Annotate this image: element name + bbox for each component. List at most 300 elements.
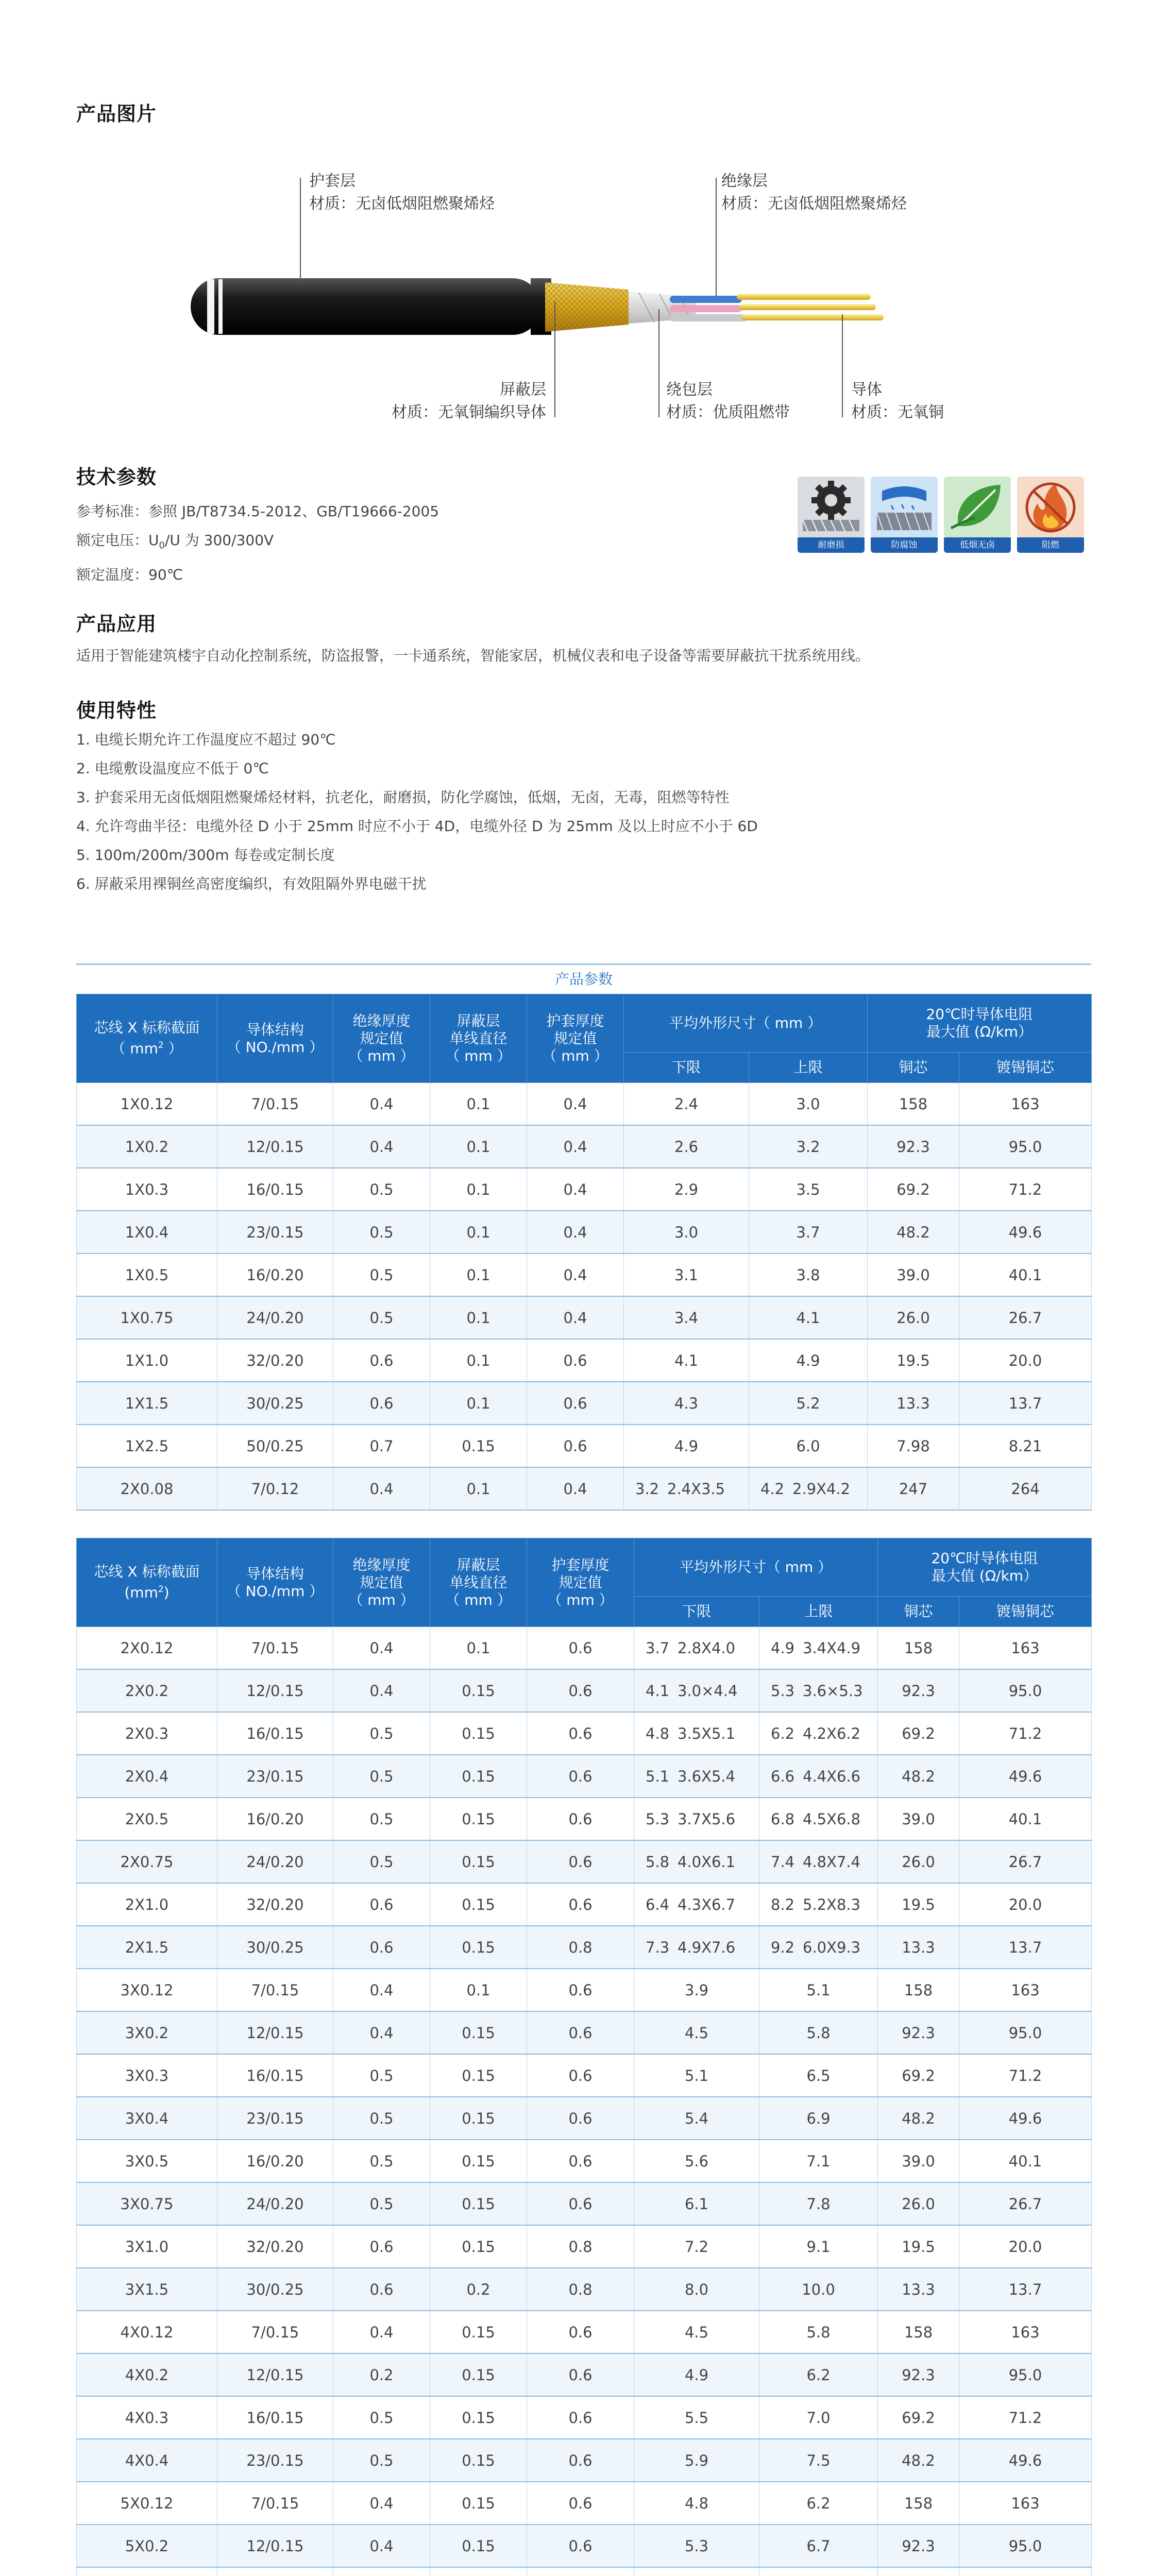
- feature-item: 6. 屏蔽采用裸铜丝高密度编织，有效阻隔外界电磁干扰: [76, 875, 427, 892]
- cell-od-lower: 3.0: [624, 1211, 749, 1253]
- cell-res-copper: 92.3: [878, 2353, 959, 2396]
- cell-shield: 0.1: [430, 1125, 527, 1168]
- header-res-tinned: 镀锡铜芯: [959, 1053, 1092, 1083]
- cell-od-lower: 5.8 4.0X6.1: [634, 1840, 759, 1883]
- cell-insulation: 0.7: [333, 1425, 430, 1467]
- cell-res-tinned: 49.6: [959, 2439, 1092, 2482]
- cell-res-tinned: [959, 2567, 1092, 2576]
- cell-res-tinned: 71.2: [959, 2396, 1092, 2439]
- cell-res-tinned: 40.1: [959, 1798, 1092, 1840]
- table-row: [77, 2482, 1092, 2524]
- cell-jacket: 0.4: [527, 1211, 624, 1253]
- cell-res-tinned: 20.0: [959, 1339, 1092, 1382]
- cell-conductor: 23/0.15: [217, 2439, 333, 2482]
- cell-insulation: 0.6: [333, 1926, 430, 1969]
- cell-res-copper: 48.2: [878, 1755, 959, 1798]
- cell-jacket: 0.6: [527, 1382, 624, 1425]
- header-od-upper: 上限: [749, 1053, 868, 1083]
- leader-wrap: [658, 309, 659, 417]
- cell-res-copper: 48.2: [878, 2097, 959, 2140]
- leader-conductor: [842, 314, 843, 417]
- cell-jacket: 0.6: [527, 2482, 634, 2524]
- cell-conductor: 16/0.15: [217, 1168, 333, 1211]
- cell-insulation: 0.4: [333, 1969, 430, 2011]
- callout-shield: 屏蔽层 材质：无氧铜编织导体: [392, 381, 546, 421]
- table-row: [77, 2054, 1092, 2097]
- cell-res-tinned: 163: [959, 1969, 1092, 2011]
- cell-core-size: 4X0.3: [77, 2396, 217, 2439]
- cell-res-copper: 158: [878, 1969, 959, 2011]
- cell-od-upper: 7.1: [759, 2140, 878, 2182]
- cell-od-lower: 2.6: [624, 1125, 749, 1168]
- cell-conductor: 7/0.15: [217, 2311, 333, 2353]
- cell-od-upper: 6.8 4.5X6.8: [759, 1798, 878, 1840]
- cell-res-tinned: 95.0: [959, 1669, 1092, 1712]
- cell-od-upper: 6.0: [749, 1425, 868, 1467]
- cell-insulation: 0.4: [333, 2524, 430, 2567]
- cell-od-lower: 4.1: [624, 1339, 749, 1382]
- table-caption: 产品参数: [76, 963, 1091, 994]
- cell-shield: 0.1: [430, 1467, 527, 1510]
- feature-item: 3. 护套采用无卤低烟阻燃聚烯烃材料，抗老化，耐磨损，防化学腐蚀，低烟，无卤，无毒，阻燃等特性: [76, 789, 730, 806]
- cell-shield: 0.15: [430, 2482, 527, 2524]
- cell-res-copper: 158: [868, 1083, 959, 1126]
- cell-jacket: 0.8: [527, 1926, 634, 1969]
- cell-insulation: 0.5: [333, 1253, 430, 1296]
- cell-conductor: 12/0.15: [217, 2011, 333, 2054]
- cell-conductor: 50/0.25: [217, 1425, 333, 1467]
- callout-sheath: 护套层 材质：无卤低烟阻燃聚烯烃: [309, 172, 495, 213]
- cell-od-upper: 10.0: [759, 2268, 878, 2311]
- sheath-layer: [191, 278, 551, 335]
- table-row: [77, 1798, 1092, 1840]
- header-resistance: 20℃时导体电阻 最大值 (Ω/km）: [878, 1538, 1092, 1597]
- cell-jacket: 0.4: [527, 1253, 624, 1296]
- cell-od-lower: 3.2 2.4X3.5: [624, 1467, 749, 1510]
- header-od-lower: 下限: [634, 1597, 759, 1627]
- table-row: [77, 2311, 1092, 2353]
- cell-od-lower: [634, 2567, 759, 2576]
- badge-anti-corrosion: 防腐蚀: [871, 477, 938, 554]
- cell-od-lower: 4.9: [634, 2353, 759, 2396]
- cell-od-lower: 4.1 3.0×4.4: [634, 1669, 759, 1712]
- cell-od-lower: 5.1: [634, 2054, 759, 2097]
- cell-core-size: 2X1.0: [77, 1883, 217, 1926]
- header-resistance: 20℃时导体电阻 最大值 (Ω/km）: [868, 994, 1092, 1053]
- cell-od-lower: 5.4: [634, 2097, 759, 2140]
- header-shield: 屏蔽层 单线直径 （ mm ）: [430, 1538, 527, 1627]
- cell-res-copper: 92.3: [878, 2011, 959, 2054]
- cell-insulation: 0.5: [333, 1168, 430, 1211]
- cell-res-tinned: 49.6: [959, 1755, 1092, 1798]
- cell-od-lower: 4.5: [634, 2011, 759, 2054]
- table-row: [77, 2353, 1092, 2396]
- cell-conductor: 24/0.20: [217, 1840, 333, 1883]
- table-row: [77, 2268, 1092, 2311]
- cell-core-size: 5X0.2: [77, 2524, 217, 2567]
- header-conductor: 导体结构 （ NO./mm ）: [217, 1538, 333, 1627]
- cell-core-size: 2X1.5: [77, 1926, 217, 1969]
- header-shield: 屏蔽层 单线直径 （ mm ）: [430, 994, 527, 1083]
- cell-res-copper: 39.0: [878, 2140, 959, 2182]
- cell-od-upper: 6.2 4.2X6.2: [759, 1712, 878, 1755]
- cell-insulation: 0.4: [333, 2482, 430, 2524]
- cell-shield: 0.2: [430, 2268, 527, 2311]
- cell-od-upper: 8.2 5.2X8.3: [759, 1883, 878, 1926]
- cell-conductor: 12/0.15: [217, 2353, 333, 2396]
- table-row: [77, 1926, 1092, 1969]
- gear-icon: [798, 477, 865, 537]
- tech-temperature: 额定温度：90℃: [76, 566, 183, 583]
- cell-core-size: 1X2.5: [77, 1425, 217, 1467]
- cell-shield: 0.15: [430, 2140, 527, 2182]
- cell-conductor: 7/0.12: [217, 1467, 333, 1510]
- cell-shield: 0.1: [430, 1253, 527, 1296]
- cell-shield: 0.15: [430, 2225, 527, 2268]
- cell-core-size: 3X0.12: [77, 1969, 217, 2011]
- table-row: [77, 2225, 1092, 2268]
- cell-conductor: 7/0.15: [217, 1083, 333, 1126]
- cell-jacket: 0.6: [527, 2011, 634, 2054]
- cell-shield: 0.15: [430, 2396, 527, 2439]
- cell-res-tinned: 13.7: [959, 1926, 1092, 1969]
- cell-insulation: 0.4: [333, 2011, 430, 2054]
- product-params-table-1: [76, 963, 1091, 1511]
- cell-res-copper: 247: [868, 1467, 959, 1510]
- table-row: [77, 2097, 1092, 2140]
- cell-res-tinned: 95.0: [959, 2011, 1092, 2054]
- cell-jacket: 0.4: [527, 1467, 624, 1510]
- cell-core-size: 1X0.4: [77, 1211, 217, 1253]
- cell-core-size: 2X0.5: [77, 1798, 217, 1840]
- cell-conductor: 12/0.15: [217, 1669, 333, 1712]
- cell-insulation: 0.4: [333, 2311, 430, 2353]
- cell-core-size: 4X0.12: [77, 2311, 217, 2353]
- cell-res-copper: 13.3: [878, 1926, 959, 1969]
- table-row: [77, 2439, 1092, 2482]
- cell-od-lower: 3.4: [624, 1296, 749, 1339]
- table-row: [77, 1211, 1092, 1253]
- cell-jacket: 0.6: [527, 2054, 634, 2097]
- table-row: [77, 1969, 1092, 2011]
- leader-shield: [554, 301, 555, 417]
- cell-od-upper: 7.4 4.8X7.4: [759, 1840, 878, 1883]
- cell-insulation: 0.5: [333, 2054, 430, 2097]
- shield-layer: [545, 282, 629, 332]
- cell-conductor: 32/0.20: [217, 1339, 333, 1382]
- cell-conductor: 16/0.20: [217, 1798, 333, 1840]
- cell-conductor: 30/0.25: [217, 1926, 333, 1969]
- cell-core-size: [77, 2567, 217, 2576]
- cell-jacket: 0.6: [527, 2140, 634, 2182]
- cell-shield: 0.1: [430, 1296, 527, 1339]
- cell-res-copper: 69.2: [878, 2054, 959, 2097]
- table-row: [77, 2011, 1092, 2054]
- cell-res-tinned: 95.0: [959, 1125, 1092, 1168]
- cell-res-copper: 39.0: [878, 1798, 959, 1840]
- cell-jacket: 0.4: [527, 1296, 624, 1339]
- cell-res-copper: 92.3: [878, 2524, 959, 2567]
- cell-jacket: 0.6: [527, 2524, 634, 2567]
- badge-flame-retardant: 阻燃: [1017, 477, 1084, 554]
- cell-core-size: 3X0.5: [77, 2140, 217, 2182]
- cell-res-copper: [878, 2567, 959, 2576]
- cell-jacket: 0.6: [527, 2353, 634, 2396]
- insulation-layer: [670, 296, 747, 321]
- cell-res-copper: 26.0: [878, 1840, 959, 1883]
- cell-od-lower: 3.1: [624, 1253, 749, 1296]
- feature-item: 1. 电缆长期允许工作温度应不超过 90℃: [76, 731, 336, 748]
- cell-core-size: 4X0.2: [77, 2353, 217, 2396]
- badge-low-smoke-halogen-free: 低烟无卤: [944, 477, 1011, 554]
- cell-insulation: 0.5: [333, 1712, 430, 1755]
- cell-res-tinned: 20.0: [959, 2225, 1092, 2268]
- cell-od-upper: 6.7: [759, 2524, 878, 2567]
- cell-od-upper: 4.9 3.4X4.9: [759, 1627, 878, 1670]
- cell-shield: 0.15: [430, 2439, 527, 2482]
- cell-jacket: 0.6: [527, 1969, 634, 2011]
- cell-res-copper: 92.3: [868, 1125, 959, 1168]
- cell-res-tinned: 8.21: [959, 1425, 1092, 1467]
- cell-res-tinned: 163: [959, 2482, 1092, 2524]
- flame-icon: [1017, 477, 1084, 537]
- table-row: [77, 1840, 1092, 1883]
- header-core: 芯线 X 标称截面 $(mm^2)$: [77, 1538, 217, 1627]
- cell-res-tinned: 163: [959, 2311, 1092, 2353]
- cell-od-lower: 5.5: [634, 2396, 759, 2439]
- cell-conductor: 16/0.20: [217, 2140, 333, 2182]
- cell-insulation: 0.5: [333, 1798, 430, 1840]
- cell-res-copper: 13.3: [868, 1382, 959, 1425]
- cell-res-copper: 26.0: [878, 2182, 959, 2225]
- header-res-copper: 铜芯: [868, 1053, 959, 1083]
- cell-res-copper: 19.5: [868, 1339, 959, 1382]
- header-core: 芯线 X 标称截面 （ $mm^2$ ）: [77, 994, 217, 1083]
- cell-conductor: 7/0.15: [217, 1969, 333, 2011]
- cell-res-copper: 158: [878, 2311, 959, 2353]
- cell-conductor: 12/0.15: [217, 1125, 333, 1168]
- cell-shield: 0.15: [430, 1840, 527, 1883]
- feature-item: 5. 100m/200m/300m 每卷或定制长度: [76, 846, 335, 863]
- cell-od-upper: 6.5: [759, 2054, 878, 2097]
- cell-insulation: [333, 2567, 430, 2576]
- cell-core-size: 1X1.5: [77, 1382, 217, 1425]
- cell-jacket: 0.6: [527, 1712, 634, 1755]
- cell-shield: 0.1: [430, 1083, 527, 1126]
- header-conductor: 导体结构 （ NO./mm ）: [217, 994, 333, 1083]
- cell-od-lower: 5.3 3.7X5.6: [634, 1798, 759, 1840]
- header-outer-diameter: 平均外形尺寸（ mm ）: [624, 994, 868, 1053]
- cell-jacket: 0.6: [527, 2097, 634, 2140]
- cell-shield: 0.15: [430, 2182, 527, 2225]
- cell-shield: 0.15: [430, 2011, 527, 2054]
- header-res-copper: 铜芯: [878, 1597, 959, 1627]
- cell-res-tinned: 13.7: [959, 1382, 1092, 1425]
- cell-shield: 0.1: [430, 1627, 527, 1670]
- cell-res-copper: 26.0: [868, 1296, 959, 1339]
- cell-shield: 0.15: [430, 2097, 527, 2140]
- cell-jacket: 0.6: [527, 1425, 624, 1467]
- cell-od-lower: 6.4 4.3X6.7: [634, 1883, 759, 1926]
- cell-res-tinned: 71.2: [959, 1712, 1092, 1755]
- table-row: [77, 2567, 1092, 2576]
- cell-od-lower: 7.3 4.9X7.6: [634, 1926, 759, 1969]
- table-row: [77, 2396, 1092, 2439]
- cell-insulation: 0.5: [333, 1211, 430, 1253]
- cell-od-lower: 2.9: [624, 1168, 749, 1211]
- cell-od-lower: 5.1 3.6X5.4: [634, 1755, 759, 1798]
- cell-conductor: 32/0.20: [217, 2225, 333, 2268]
- corrosion-icon: [871, 477, 938, 537]
- cell-res-tinned: 71.2: [959, 2054, 1092, 2097]
- cell-shield: 0.15: [430, 1425, 527, 1467]
- cell-res-copper: 158: [878, 2482, 959, 2524]
- table-row: [77, 2524, 1092, 2567]
- cell-res-copper: 69.2: [868, 1168, 959, 1211]
- callout-conductor: 导体 材质：无氧铜: [851, 381, 944, 421]
- cell-res-tinned: 49.6: [959, 1211, 1092, 1253]
- cell-core-size: 2X0.2: [77, 1669, 217, 1712]
- features-list: [76, 725, 758, 899]
- cell-res-tinned: 163: [959, 1083, 1092, 1126]
- cell-jacket: 0.6: [527, 1883, 634, 1926]
- cell-conductor: 12/0.15: [217, 2524, 333, 2567]
- cell-res-copper: 69.2: [878, 2396, 959, 2439]
- cell-res-tinned: 26.7: [959, 2182, 1092, 2225]
- cell-od-upper: [759, 2567, 878, 2576]
- cell-insulation: 0.4: [333, 1669, 430, 1712]
- header-jacket: 护套厚度 规定值 （ mm ）: [527, 1538, 634, 1627]
- cell-res-tinned: 20.0: [959, 1883, 1092, 1926]
- cell-jacket: 0.6: [527, 1669, 634, 1712]
- cell-conductor: 24/0.20: [217, 1296, 333, 1339]
- header-jacket: 护套厚度 规定值 （ mm ）: [527, 994, 624, 1083]
- table-row: [77, 1425, 1092, 1467]
- cell-jacket: 0.4: [527, 1168, 624, 1211]
- cell-res-tinned: 95.0: [959, 2353, 1092, 2396]
- cell-jacket: [527, 2567, 634, 2576]
- cell-core-size: 2X0.08: [77, 1467, 217, 1510]
- tech-params-list: [76, 497, 439, 589]
- cell-res-tinned: 26.7: [959, 1296, 1092, 1339]
- table-row: [77, 1627, 1092, 1670]
- cell-res-tinned: 26.7: [959, 1840, 1092, 1883]
- product-params-table-2: [76, 1538, 1091, 2576]
- cell-res-copper: 7.98: [868, 1425, 959, 1467]
- cell-od-upper: 4.1: [749, 1296, 868, 1339]
- cell-res-copper: 69.2: [878, 1712, 959, 1755]
- cell-res-copper: 48.2: [878, 2439, 959, 2482]
- cell-res-tinned: 40.1: [959, 2140, 1092, 2182]
- cell-shield: 0.15: [430, 2524, 527, 2567]
- cell-insulation: 0.4: [333, 1627, 430, 1670]
- cell-core-size: 3X0.4: [77, 2097, 217, 2140]
- cell-res-copper: 39.0: [868, 1253, 959, 1296]
- cell-insulation: 0.6: [333, 1339, 430, 1382]
- cell-conductor: 7/0.15: [217, 2482, 333, 2524]
- cell-insulation: 0.5: [333, 2439, 430, 2482]
- cell-od-lower: 5.6: [634, 2140, 759, 2182]
- cell-core-size: 2X0.3: [77, 1712, 217, 1755]
- cell-conductor: 23/0.15: [217, 1211, 333, 1253]
- table-row: [77, 1168, 1092, 1211]
- cell-shield: 0.15: [430, 1755, 527, 1798]
- cell-shield: 0.1: [430, 1168, 527, 1211]
- cell-insulation: 0.5: [333, 2097, 430, 2140]
- cell-res-tinned: 40.1: [959, 1253, 1092, 1296]
- cell-od-lower: 4.8: [634, 2482, 759, 2524]
- cell-shield: 0.15: [430, 2353, 527, 2396]
- spec-table: [76, 994, 1092, 1511]
- leaf-icon: [944, 477, 1011, 537]
- section-title-features: 使用特性: [76, 699, 157, 722]
- cell-od-upper: 7.8: [759, 2182, 878, 2225]
- cell-od-lower: 5.3: [634, 2524, 759, 2567]
- badge-wear-resistant: 耐磨损: [798, 477, 865, 554]
- callout-wrap: 绕包层 材质：优质阻燃带: [666, 381, 790, 421]
- cell-core-size: 3X0.2: [77, 2011, 217, 2054]
- cell-res-copper: 19.5: [878, 1883, 959, 1926]
- cell-insulation: 0.6: [333, 2225, 430, 2268]
- cell-core-size: 1X0.2: [77, 1125, 217, 1168]
- table-row: [77, 1382, 1092, 1425]
- cell-core-size: 1X1.0: [77, 1339, 217, 1382]
- cell-conductor: 16/0.15: [217, 2396, 333, 2439]
- cell-conductor: 7/0.15: [217, 1627, 333, 1670]
- cell-shield: 0.1: [430, 1382, 527, 1425]
- section-title-tech-params: 技术参数: [76, 466, 157, 488]
- cell-conductor: 24/0.20: [217, 2182, 333, 2225]
- cell-insulation: 0.6: [333, 2268, 430, 2311]
- header-od-lower: 下限: [624, 1053, 749, 1083]
- cell-insulation: 0.6: [333, 1883, 430, 1926]
- leader-sheath: [300, 178, 301, 281]
- cell-od-upper: 6.2: [759, 2353, 878, 2396]
- cell-res-tinned: 49.6: [959, 2097, 1092, 2140]
- cell-shield: 0.15: [430, 1669, 527, 1712]
- cell-od-upper: 9.1: [759, 2225, 878, 2268]
- cell-jacket: 0.6: [527, 2182, 634, 2225]
- tech-standard: 参考标准：参照 JB/T8734.5-2012、GB/T19666-2005: [76, 503, 439, 520]
- application-text: 适用于智能建筑楼宇自动化控制系统，防盗报警，一卡通系统，智能家居，机械仪表和电子设备等需要屏蔽抗干扰系统用线。: [76, 647, 870, 664]
- cell-od-lower: 4.3: [624, 1382, 749, 1425]
- cell-od-upper: 6.2: [759, 2482, 878, 2524]
- cell-jacket: 0.4: [527, 1125, 624, 1168]
- cell-res-copper: 48.2: [868, 1211, 959, 1253]
- cell-jacket: 0.6: [527, 1339, 624, 1382]
- cell-od-upper: 7.0: [759, 2396, 878, 2439]
- cell-od-upper: 3.5: [749, 1168, 868, 1211]
- cell-core-size: 1X0.75: [77, 1296, 217, 1339]
- cell-shield: 0.15: [430, 2311, 527, 2353]
- header-od-upper: 上限: [759, 1597, 878, 1627]
- cell-core-size: 3X1.5: [77, 2268, 217, 2311]
- cell-od-upper: 3.0: [749, 1083, 868, 1126]
- cell-res-tinned: 95.0: [959, 2524, 1092, 2567]
- cell-jacket: 0.6: [527, 1627, 634, 1670]
- table-row: [77, 1083, 1092, 1126]
- cell-insulation: 0.4: [333, 1125, 430, 1168]
- feature-item: 4. 允许弯曲半径：电缆外径 D 小于 25mm 时应不小于 4D，电缆外径 D 为 25mm 及以上时应不小于 6D: [76, 818, 758, 835]
- cell-od-upper: 3.7: [749, 1211, 868, 1253]
- cell-shield: 0.15: [430, 1798, 527, 1840]
- conductor-layer: [737, 294, 884, 320]
- cell-od-upper: 4.2 2.9X4.2: [749, 1467, 868, 1510]
- table-row: [77, 2140, 1092, 2182]
- cell-res-copper: 19.5: [878, 2225, 959, 2268]
- cell-od-upper: 9.2 6.0X9.3: [759, 1926, 878, 1969]
- feature-item: 2. 电缆敷设温度应不低于 0℃: [76, 760, 269, 777]
